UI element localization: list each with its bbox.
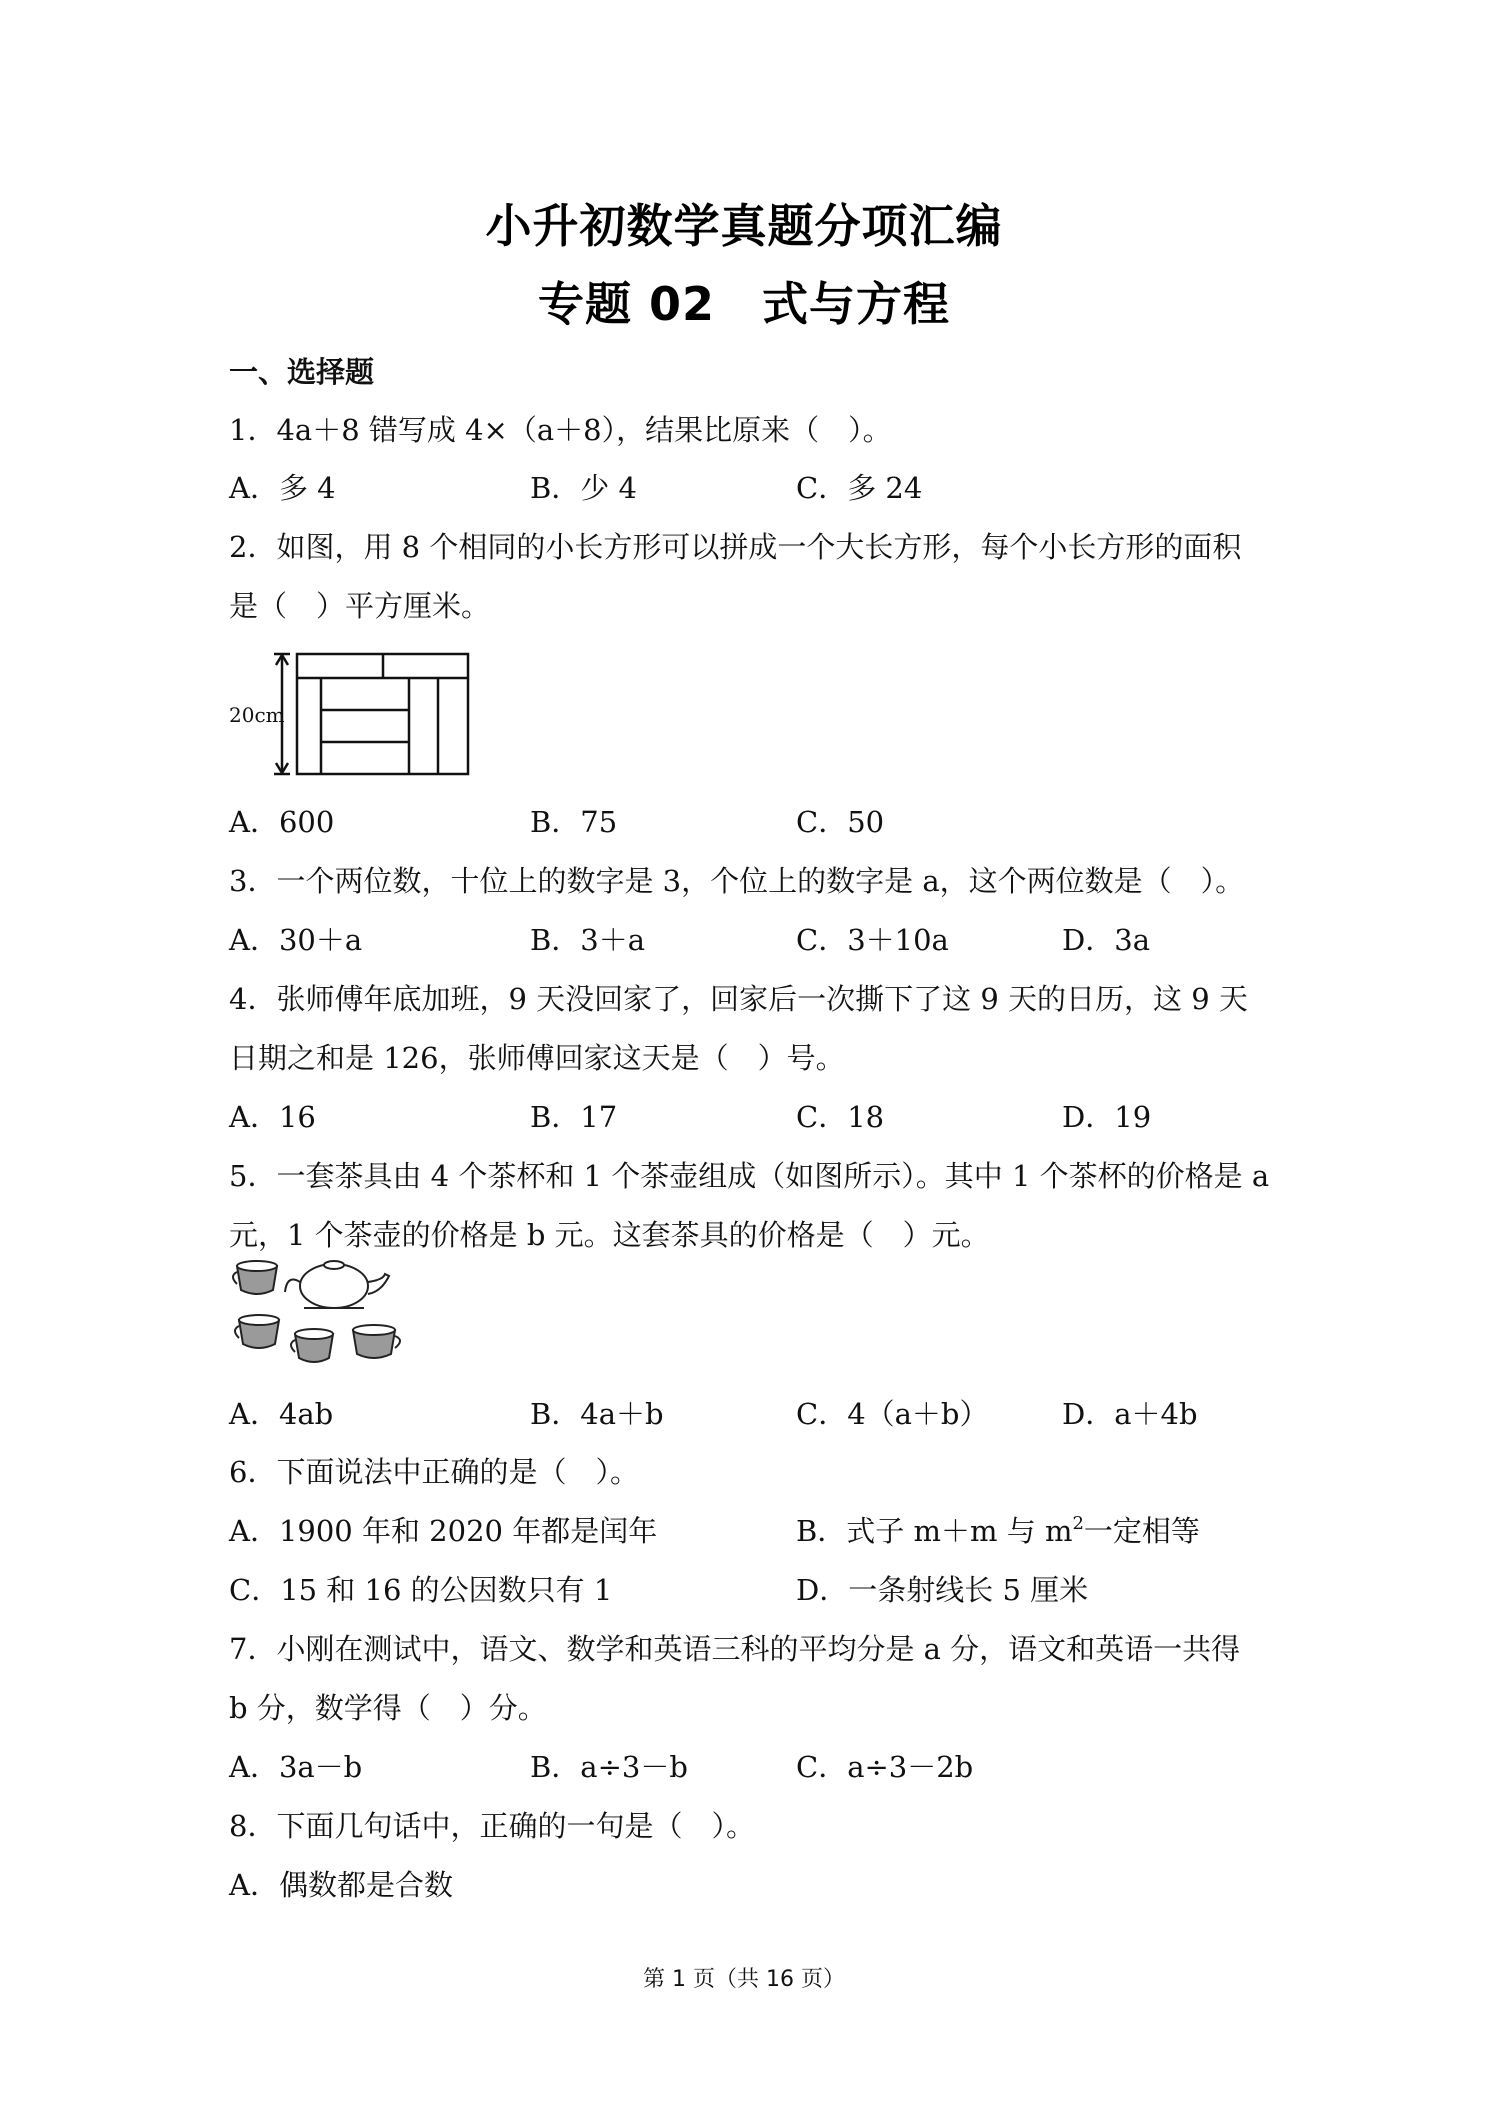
document-subtitle: 专题 02 式与方程	[537, 277, 951, 331]
question-5-stem-line-1: 5．一套茶具由 4 个茶杯和 1 个茶壶组成（如图所示）。其中 1 个茶杯的价格是 a	[229, 1159, 1270, 1193]
question-5-option-d: D．a＋4b	[1062, 1397, 1198, 1431]
tea-set-figure	[229, 1258, 419, 1370]
question-5-stem-line-2: 元，1 个茶壶的价格是 b 元。这套茶具的价格是（ ）元。	[229, 1218, 990, 1252]
question-6-option-b: B．式子 m＋m 与 $m^2$一定相等	[796, 1513, 1200, 1548]
section-heading: 一、选择题	[229, 355, 375, 389]
dimension-label: 20cm	[229, 703, 285, 727]
teacup-icon	[353, 1325, 400, 1358]
question-4-option-c: C．18	[796, 1100, 885, 1134]
teacup-icon	[291, 1329, 333, 1362]
question-7-option-a: A．3a－b	[229, 1750, 363, 1784]
document-title: 小升初数学真题分项汇编	[485, 199, 1003, 253]
teapot-icon	[285, 1261, 389, 1308]
question-5-option-b: B．4a＋b	[530, 1397, 664, 1431]
question-4-stem-line-2: 日期之和是 126，张师傅回家这天是（ ）号。	[229, 1041, 845, 1075]
question-4-option-b: B．17	[530, 1100, 618, 1134]
question-4-option-a: A．16	[229, 1100, 316, 1134]
question-3-option-b: B．3＋a	[530, 923, 646, 957]
teacup-icon	[233, 1261, 277, 1294]
question-7-stem-line-2: b 分，数学得（ ）分。	[229, 1691, 547, 1725]
question-4-stem-line-1: 4．张师傅年底加班，9 天没回家了，回家后一次撕下了这 9 天的日历，这 9 天	[229, 982, 1248, 1016]
question-3-stem: 3．一个两位数，十位上的数字是 3，个位上的数字是 a，这个两位数是（ ）。	[229, 864, 1245, 898]
question-3-option-c: C．3＋10a	[796, 923, 949, 957]
question-3-option-a: A．30＋a	[229, 923, 363, 957]
question-1-option-a: A．多 4	[229, 471, 336, 505]
question-2-option-b: B．75	[530, 805, 618, 839]
question-5-option-a: A．4ab	[229, 1397, 334, 1431]
question-2-option-c: C．50	[796, 805, 885, 839]
question-7-stem-line-1: 7．小刚在测试中，语文、数学和英语三科的平均分是 a 分，语文和英语一共得	[229, 1632, 1241, 1666]
question-5-option-c: C．4（a＋b）	[796, 1397, 989, 1431]
question-2-stem-line-2: 是（ ）平方厘米。	[229, 589, 491, 623]
question-6-option-c: C．15 和 16 的公因数只有 1	[229, 1573, 613, 1607]
question-7-option-b: B．a÷3－b	[530, 1750, 688, 1784]
question-1-option-b: B．少 4	[530, 471, 637, 505]
question-1-option-c: C．多 24	[796, 471, 923, 505]
question-6-stem: 6．下面说法中正确的是（ ）。	[229, 1455, 639, 1489]
question-3-option-d: D．3a	[1062, 923, 1150, 957]
question-8-option-a: A．偶数都是合数	[229, 1868, 453, 1902]
teacup-icon	[235, 1315, 279, 1348]
question-6-option-d: D．一条射线长 5 厘米	[796, 1573, 1089, 1607]
question-8-stem: 8．下面几句话中，正确的一句是（ ）。	[229, 1809, 755, 1843]
question-7-option-c: C．a÷3－2b	[796, 1750, 974, 1784]
question-2-stem-line-1: 2．如图，用 8 个相同的小长方形可以拼成一个大长方形，每个小长方形的面积	[229, 530, 1242, 564]
question-6-option-a: A．1900 年和 2020 年都是闰年	[229, 1514, 658, 1548]
question-4-option-d: D．19	[1062, 1100, 1152, 1134]
question-1-stem: 1．4a＋8 错写成 4×（a＋8），结果比原来（ ）。	[229, 413, 892, 447]
page-footer: 第 1 页（共 16 页）	[643, 1967, 845, 1992]
question-2-option-a: A．600	[229, 805, 335, 839]
rectangles-figure	[229, 650, 479, 778]
